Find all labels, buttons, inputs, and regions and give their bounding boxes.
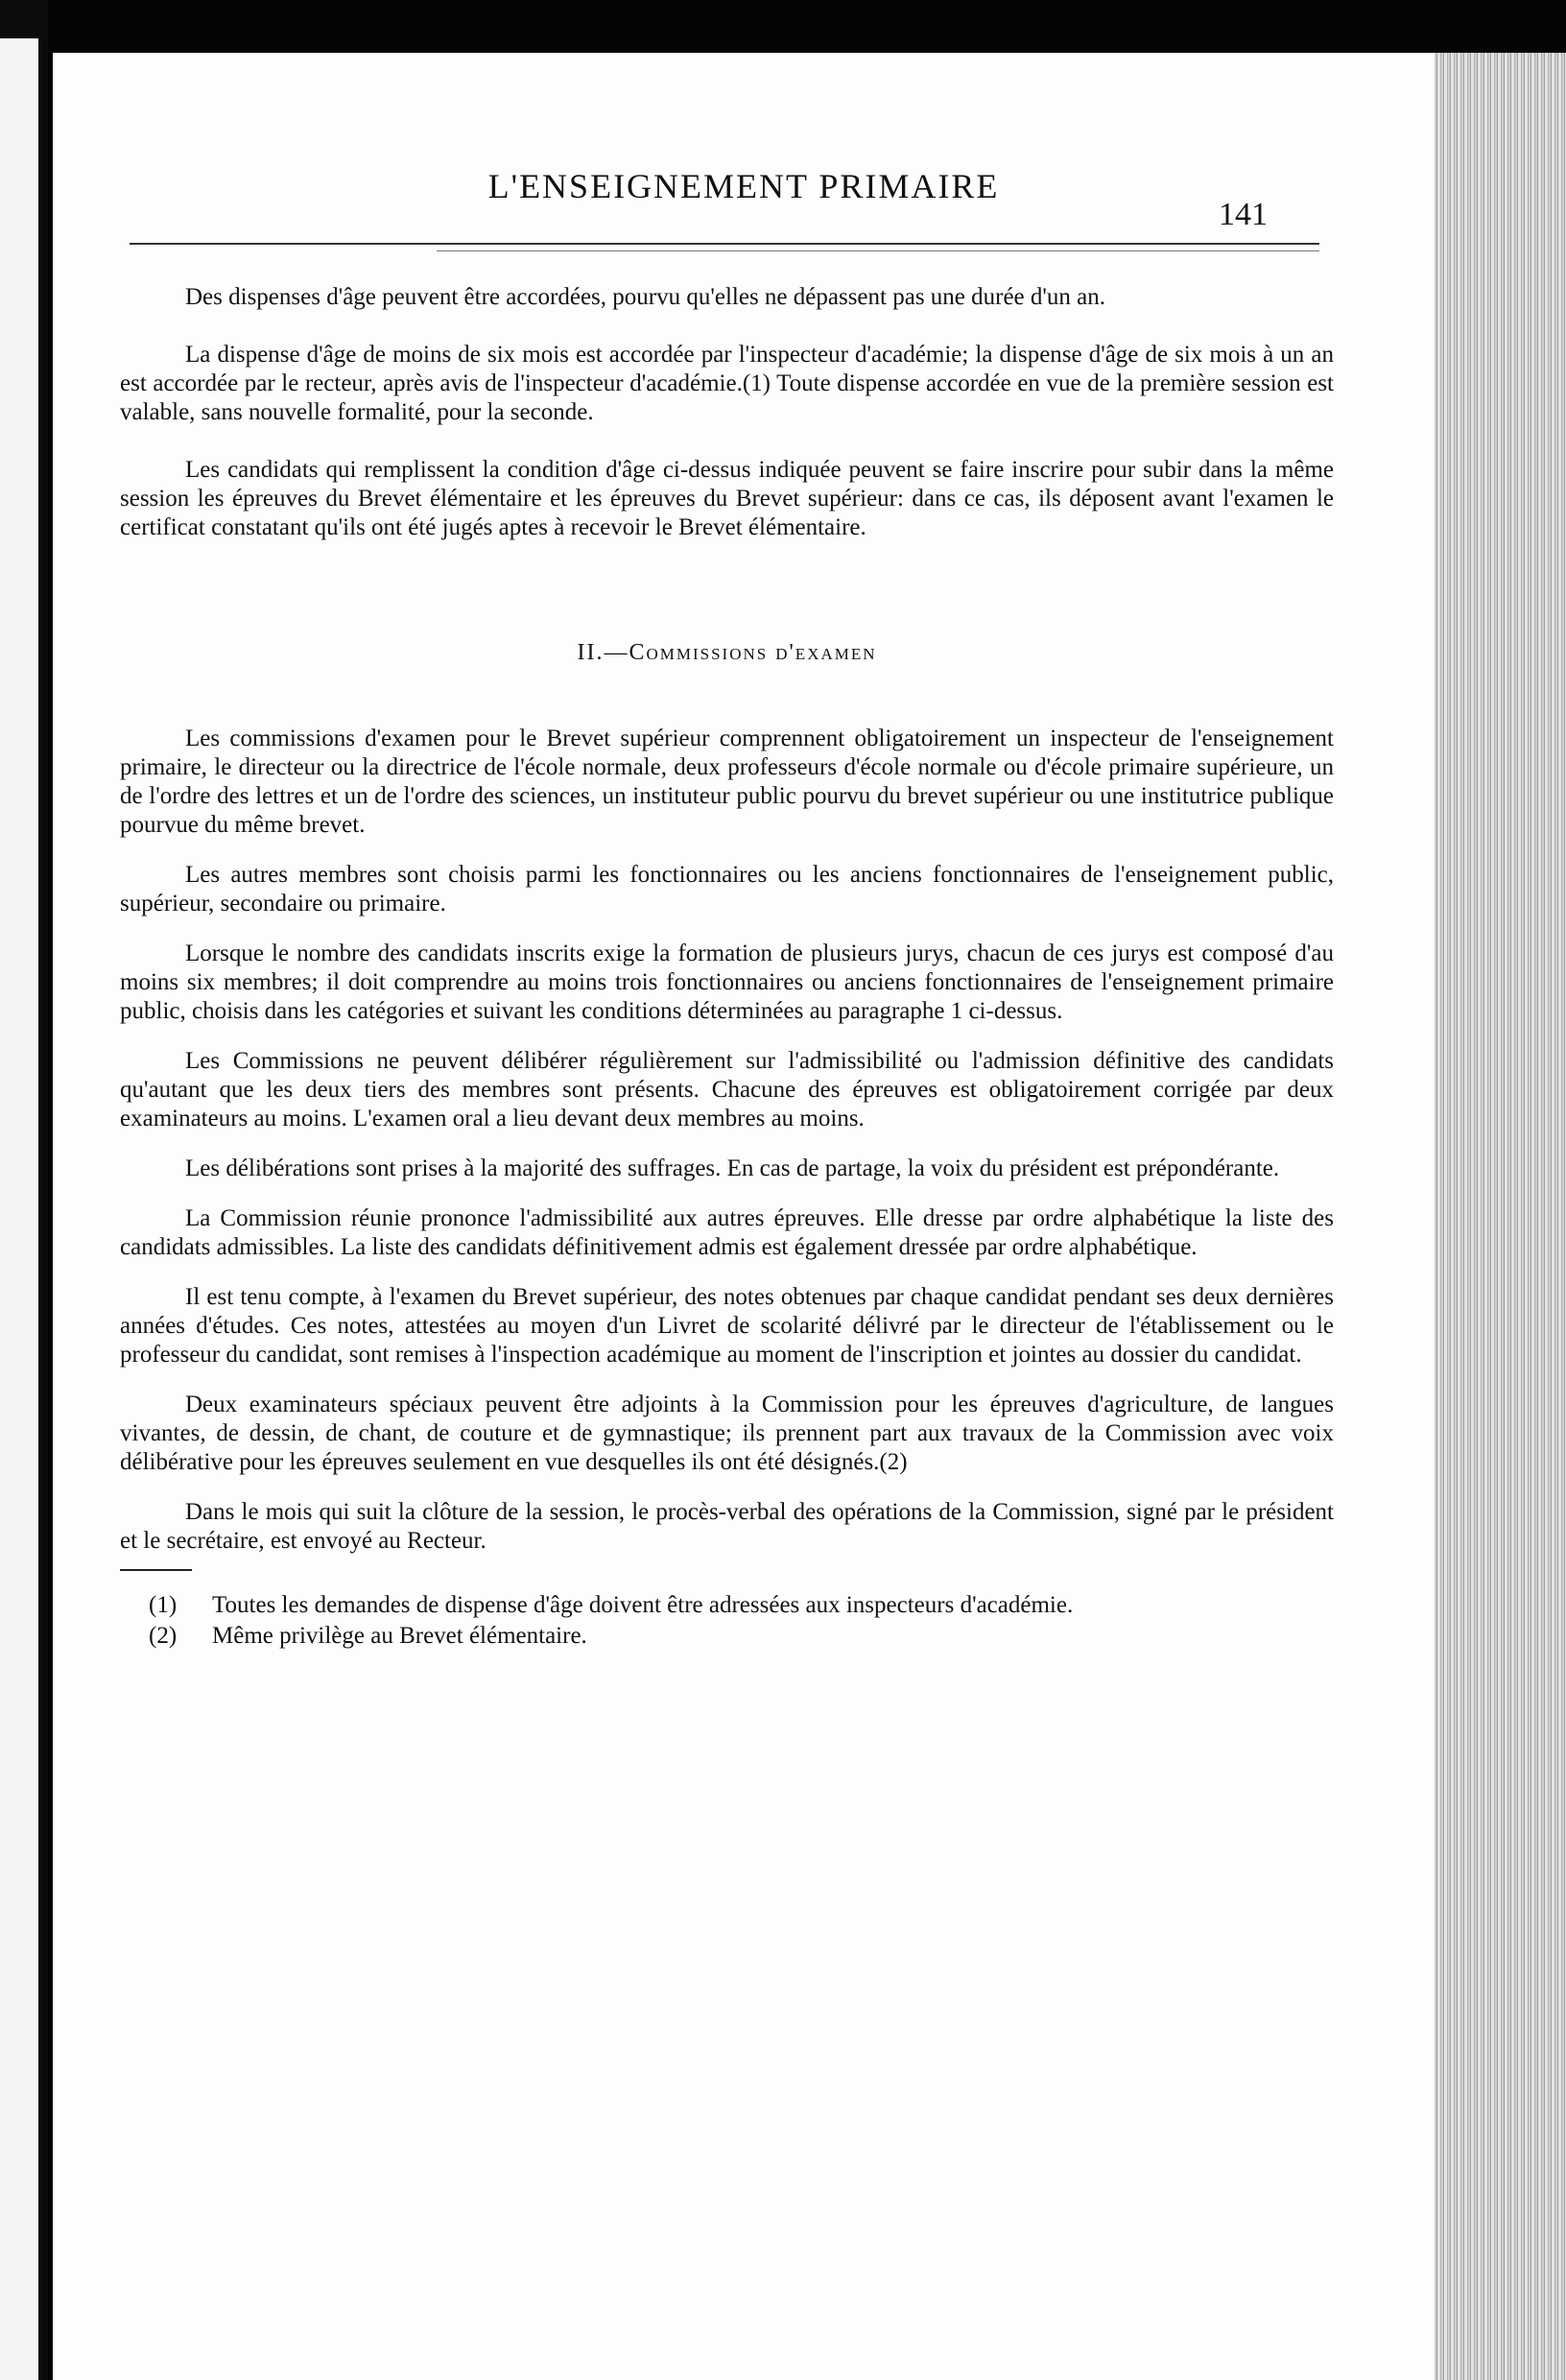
paragraph: Les candidats qui remplissent la condition d'âge ci-dessus indiquée peuvent se faire inscrire pour subir dans la même session les épreuves du Brevet élémentaire et les épreuves du Brevet supérieur: dans ce cas, ils déposent avant l'examen le certificat constatant qu'ils ont été jugés aptes à recevoir le Brevet élémentaire. (120, 457, 1334, 540)
footnote-mark: (1) (149, 1592, 178, 1618)
footnote-text: Même privilège au Brevet élémentaire. (212, 1623, 587, 1649)
footnote-rule (120, 1569, 192, 1571)
book-page (53, 53, 1435, 2380)
scan-top-shadow (48, 0, 1566, 53)
paragraph: Les autres membres sont choisis parmi les fonctionnaires ou les anciens fonctionnaires de l'enseignement public, supérieur, secondaire ou primaire. (120, 862, 1334, 916)
paragraph: Dans le mois qui suit la clôture de la session, le procès-verbal des opérations de la Commission, signé par le président et le secrétaire, est envoyé au Recteur. (120, 1499, 1334, 1554)
paragraph: La Commission réunie prononce l'admissibilité aux autres épreuves. Elle dresse par ordre alphabétique la liste des candidats admissibles. La liste des candidats définitivement admis est également dressée par ordre alphabétique. (120, 1205, 1334, 1260)
paragraph: Les délibérations sont prises à la majorité des suffrages. En cas de partage, la voix du président est prépondérante. (185, 1155, 1280, 1181)
running-header: L'ENSEIGNEMENT PRIMAIRE (487, 167, 1000, 205)
page-number: 141 (1219, 197, 1268, 232)
footnote (149, 1590, 1334, 1621)
section-heading: II.—Commissions d'examen (577, 640, 877, 665)
page-body (120, 283, 1334, 1652)
paragraph: Lorsque le nombre des candidats inscrits exige la formation de plusieurs jurys, chacun de ces jurys est composé d'au moins six membres; il doit comprendre au moins trois fonctionnaires ou anciens fonctionnaires de l'enseignement primaire public, choisis dans les catégories et suivant les conditions déterminées au paragraphe 1 ci-dessus. (120, 940, 1334, 1024)
header-rule-thin (437, 250, 1319, 251)
paragraph: Deux examinateurs spéciaux peuvent être adjoints à la Commission pour les épreuves d'agriculture, de langues vivantes, de dessin, de chant, de couture et de gymnastique; ils prennent part aux travaux de la Commission avec voix délibérative pour les épreuves seulement en vue desquelles ils ont été désignés.(2) (120, 1392, 1334, 1475)
footnote-mark: (2) (149, 1623, 178, 1649)
book-page-edges (1435, 53, 1566, 2380)
paragraph: Les Commissions ne peuvent délibérer régulièrement sur l'admissibilité ou l'admission définitive des candidats qu'autant que les deux tiers des membres sont présents. Chacune des épreuves est obligatoirement corrigée par deux examinateurs au moins. L'examen oral a lieu devant deux membres au moins. (120, 1048, 1334, 1131)
paragraph: La dispense d'âge de moins de six mois est accordée par l'inspecteur d'académie; la dispense d'âge de six mois à un an est accordée par le recteur, après avis de l'inspecteur d'académie.(1) Toute dispense accordée en vue de la première session est valable, sans nouvelle formalité, pour la seconde. (120, 342, 1334, 425)
paragraph: Il est tenu compte, à l'examen du Brevet supérieur, des notes obtenues par chaque candidat pendant ses deux dernières années d'études. Ces notes, attestées au moyen d'un Livret de scolarité délivré par le directeur de l'établissement ou le professeur du candidat, sont remises à l'inspection académique au moment de l'inscription et jointes au dossier du candidat. (120, 1284, 1334, 1368)
facing-page-edge (0, 38, 38, 2380)
paragraph: Des dispenses d'âge peuvent être accordées, pourvu qu'elles ne dépassent pas une durée d'un an. (185, 284, 1106, 310)
footnote (149, 1621, 1334, 1652)
paragraph: Les commissions d'examen pour le Brevet supérieur comprennent obligatoirement un inspecteur de l'enseignement primaire, le directeur ou la directrice de l'école normale, deux professeurs d'école normale ou d'école primaire supérieure, un de l'ordre des lettres et un de l'ordre des sciences, un instituteur public pourvu du brevet supérieur ou une institutrice publique pourvue du même brevet. (120, 726, 1334, 838)
header-rule (130, 243, 1319, 245)
footnote-text: Toutes les demandes de dispense d'âge doivent être adressées aux inspecteurs d'académie. (212, 1592, 1074, 1618)
